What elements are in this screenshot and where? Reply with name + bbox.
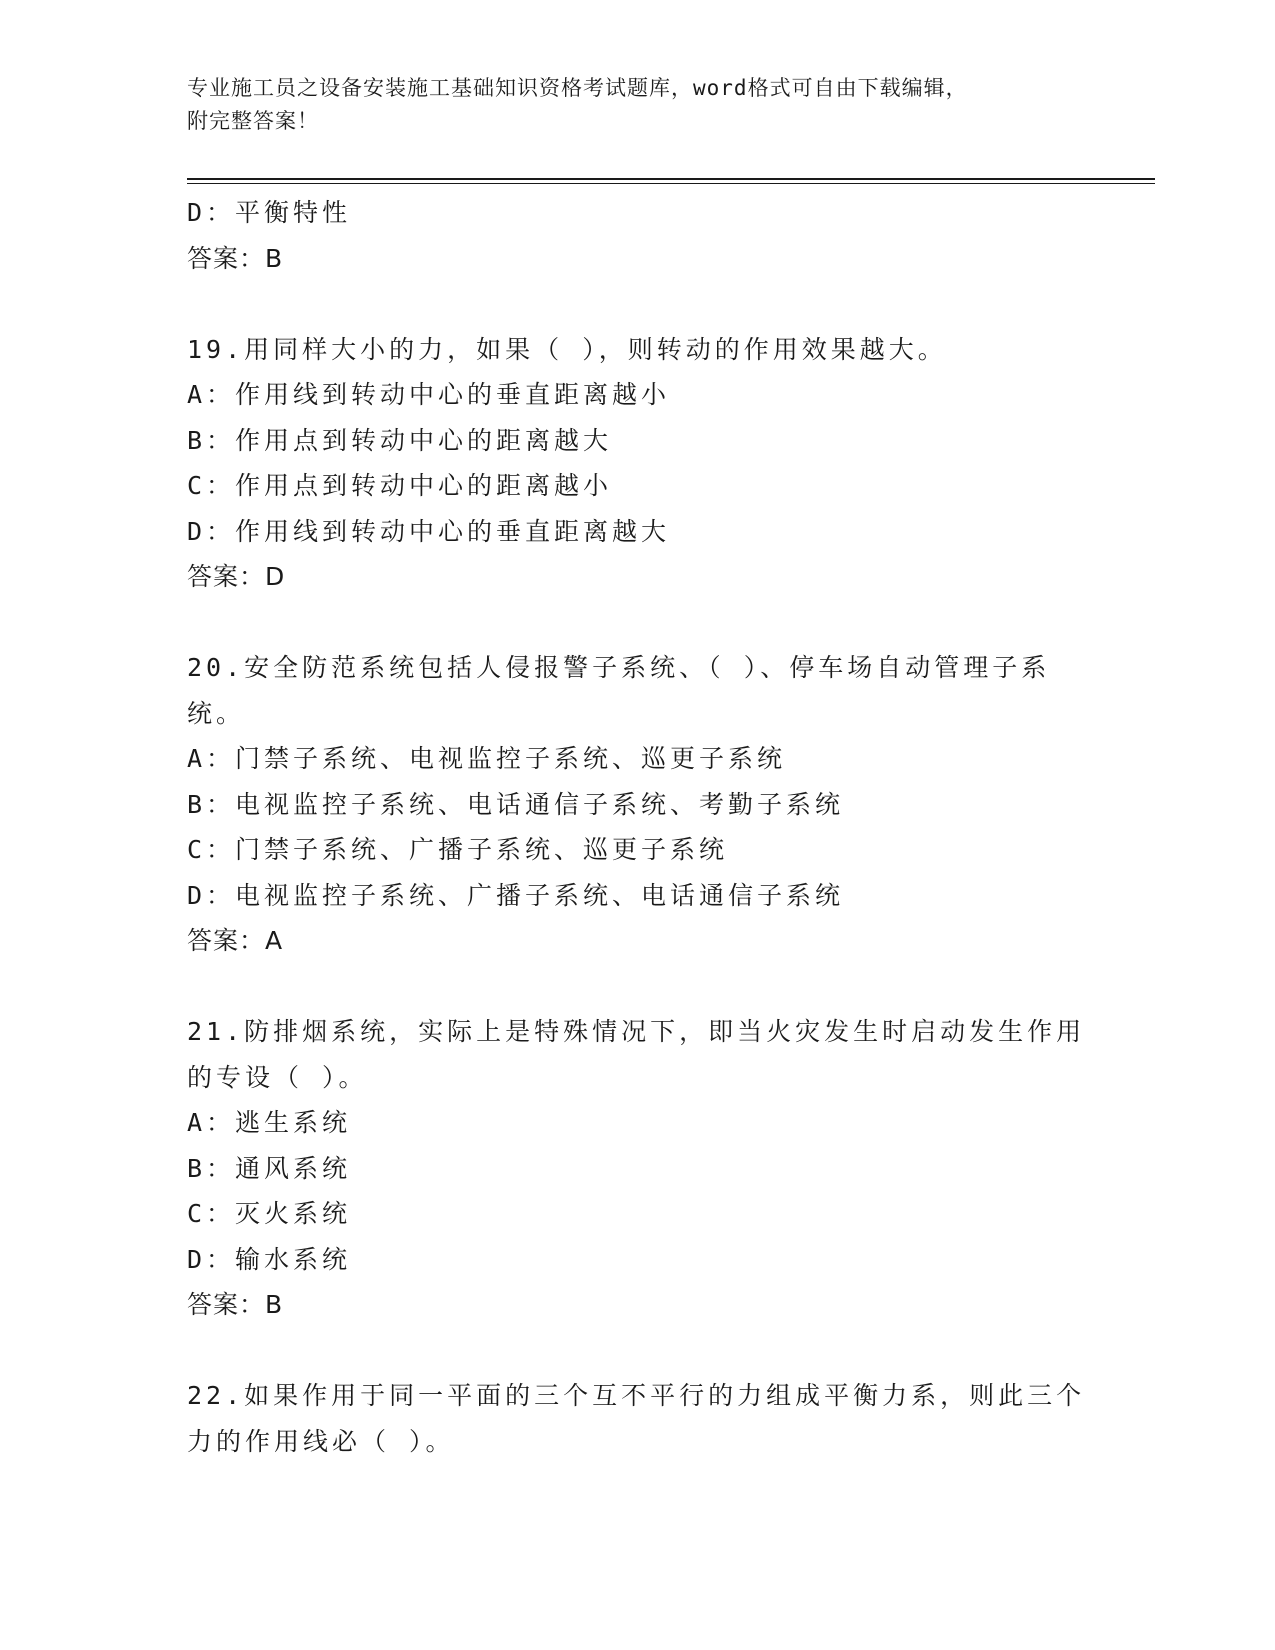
question-stem-continued: 力的作用线必（ ）。 <box>187 1426 455 1456</box>
option-b: B：作用点到转动中心的距离越大 <box>187 425 613 455</box>
question-19 <box>187 327 1087 600</box>
spacer <box>187 964 1087 1010</box>
question-21 <box>187 1009 1087 1328</box>
spacer <box>187 281 1087 327</box>
answer-line: 答案：A <box>187 926 284 955</box>
option-d: D：电视监控子系统、广播子系统、电话通信子系统 <box>187 880 845 910</box>
header-line-2: 附完整答案！ <box>187 109 319 133</box>
header-divider-thin <box>187 183 1155 184</box>
spacer <box>187 1328 1087 1374</box>
header-line-1: 专业施工员之设备安装施工基础知识资格考试题库，word格式可自由下载编辑， <box>187 76 968 100</box>
option-c: C：门禁子系统、广播子系统、巡更子系统 <box>187 835 729 864</box>
option-c: C：作用点到转动中心的距离越小 <box>187 471 613 500</box>
question-stem-continued: 统。 <box>187 698 246 728</box>
option-d: D：作用线到转动中心的垂直距离越大 <box>187 516 671 546</box>
document-header <box>187 72 1087 138</box>
document-body <box>187 190 1087 1464</box>
question-stem-continued: 的专设（ ）。 <box>187 1062 368 1092</box>
question-fragment <box>187 190 1087 281</box>
question-stem: 19.用同样大小的力，如果（ ），则转动的作用效果越大。 <box>187 334 947 364</box>
option-c: C：灭火系统 <box>187 1199 352 1228</box>
header-divider-thick <box>187 178 1155 180</box>
option-a: A：作用线到转动中心的垂直距离越小 <box>187 380 671 409</box>
option-a: A：逃生系统 <box>187 1108 352 1137</box>
answer-line: 答案：B <box>187 243 284 273</box>
question-20 <box>187 645 1087 964</box>
option-d: D：输水系统 <box>187 1244 352 1274</box>
question-stem: 21.防排烟系统，实际上是特殊情况下，即当火灾发生时启动发生作用 <box>187 1017 1086 1046</box>
option-a: A：门禁子系统、电视监控子系统、巡更子系统 <box>187 744 787 773</box>
question-22 <box>187 1373 1087 1464</box>
spacer <box>187 600 1087 646</box>
answer-line: 答案：B <box>187 1290 284 1319</box>
question-stem: 20.安全防范系统包括人侵报警子系统、（ ）、停车场自动管理子系 <box>187 653 1051 682</box>
option-d: D：平衡特性 <box>187 198 352 227</box>
question-stem: 22.如果作用于同一平面的三个互不平行的力组成平衡力系，则此三个 <box>187 1381 1086 1410</box>
option-b: B：通风系统 <box>187 1153 352 1183</box>
answer-line: 答案：D <box>187 562 286 591</box>
option-b: B：电视监控子系统、电话通信子系统、考勤子系统 <box>187 789 845 819</box>
